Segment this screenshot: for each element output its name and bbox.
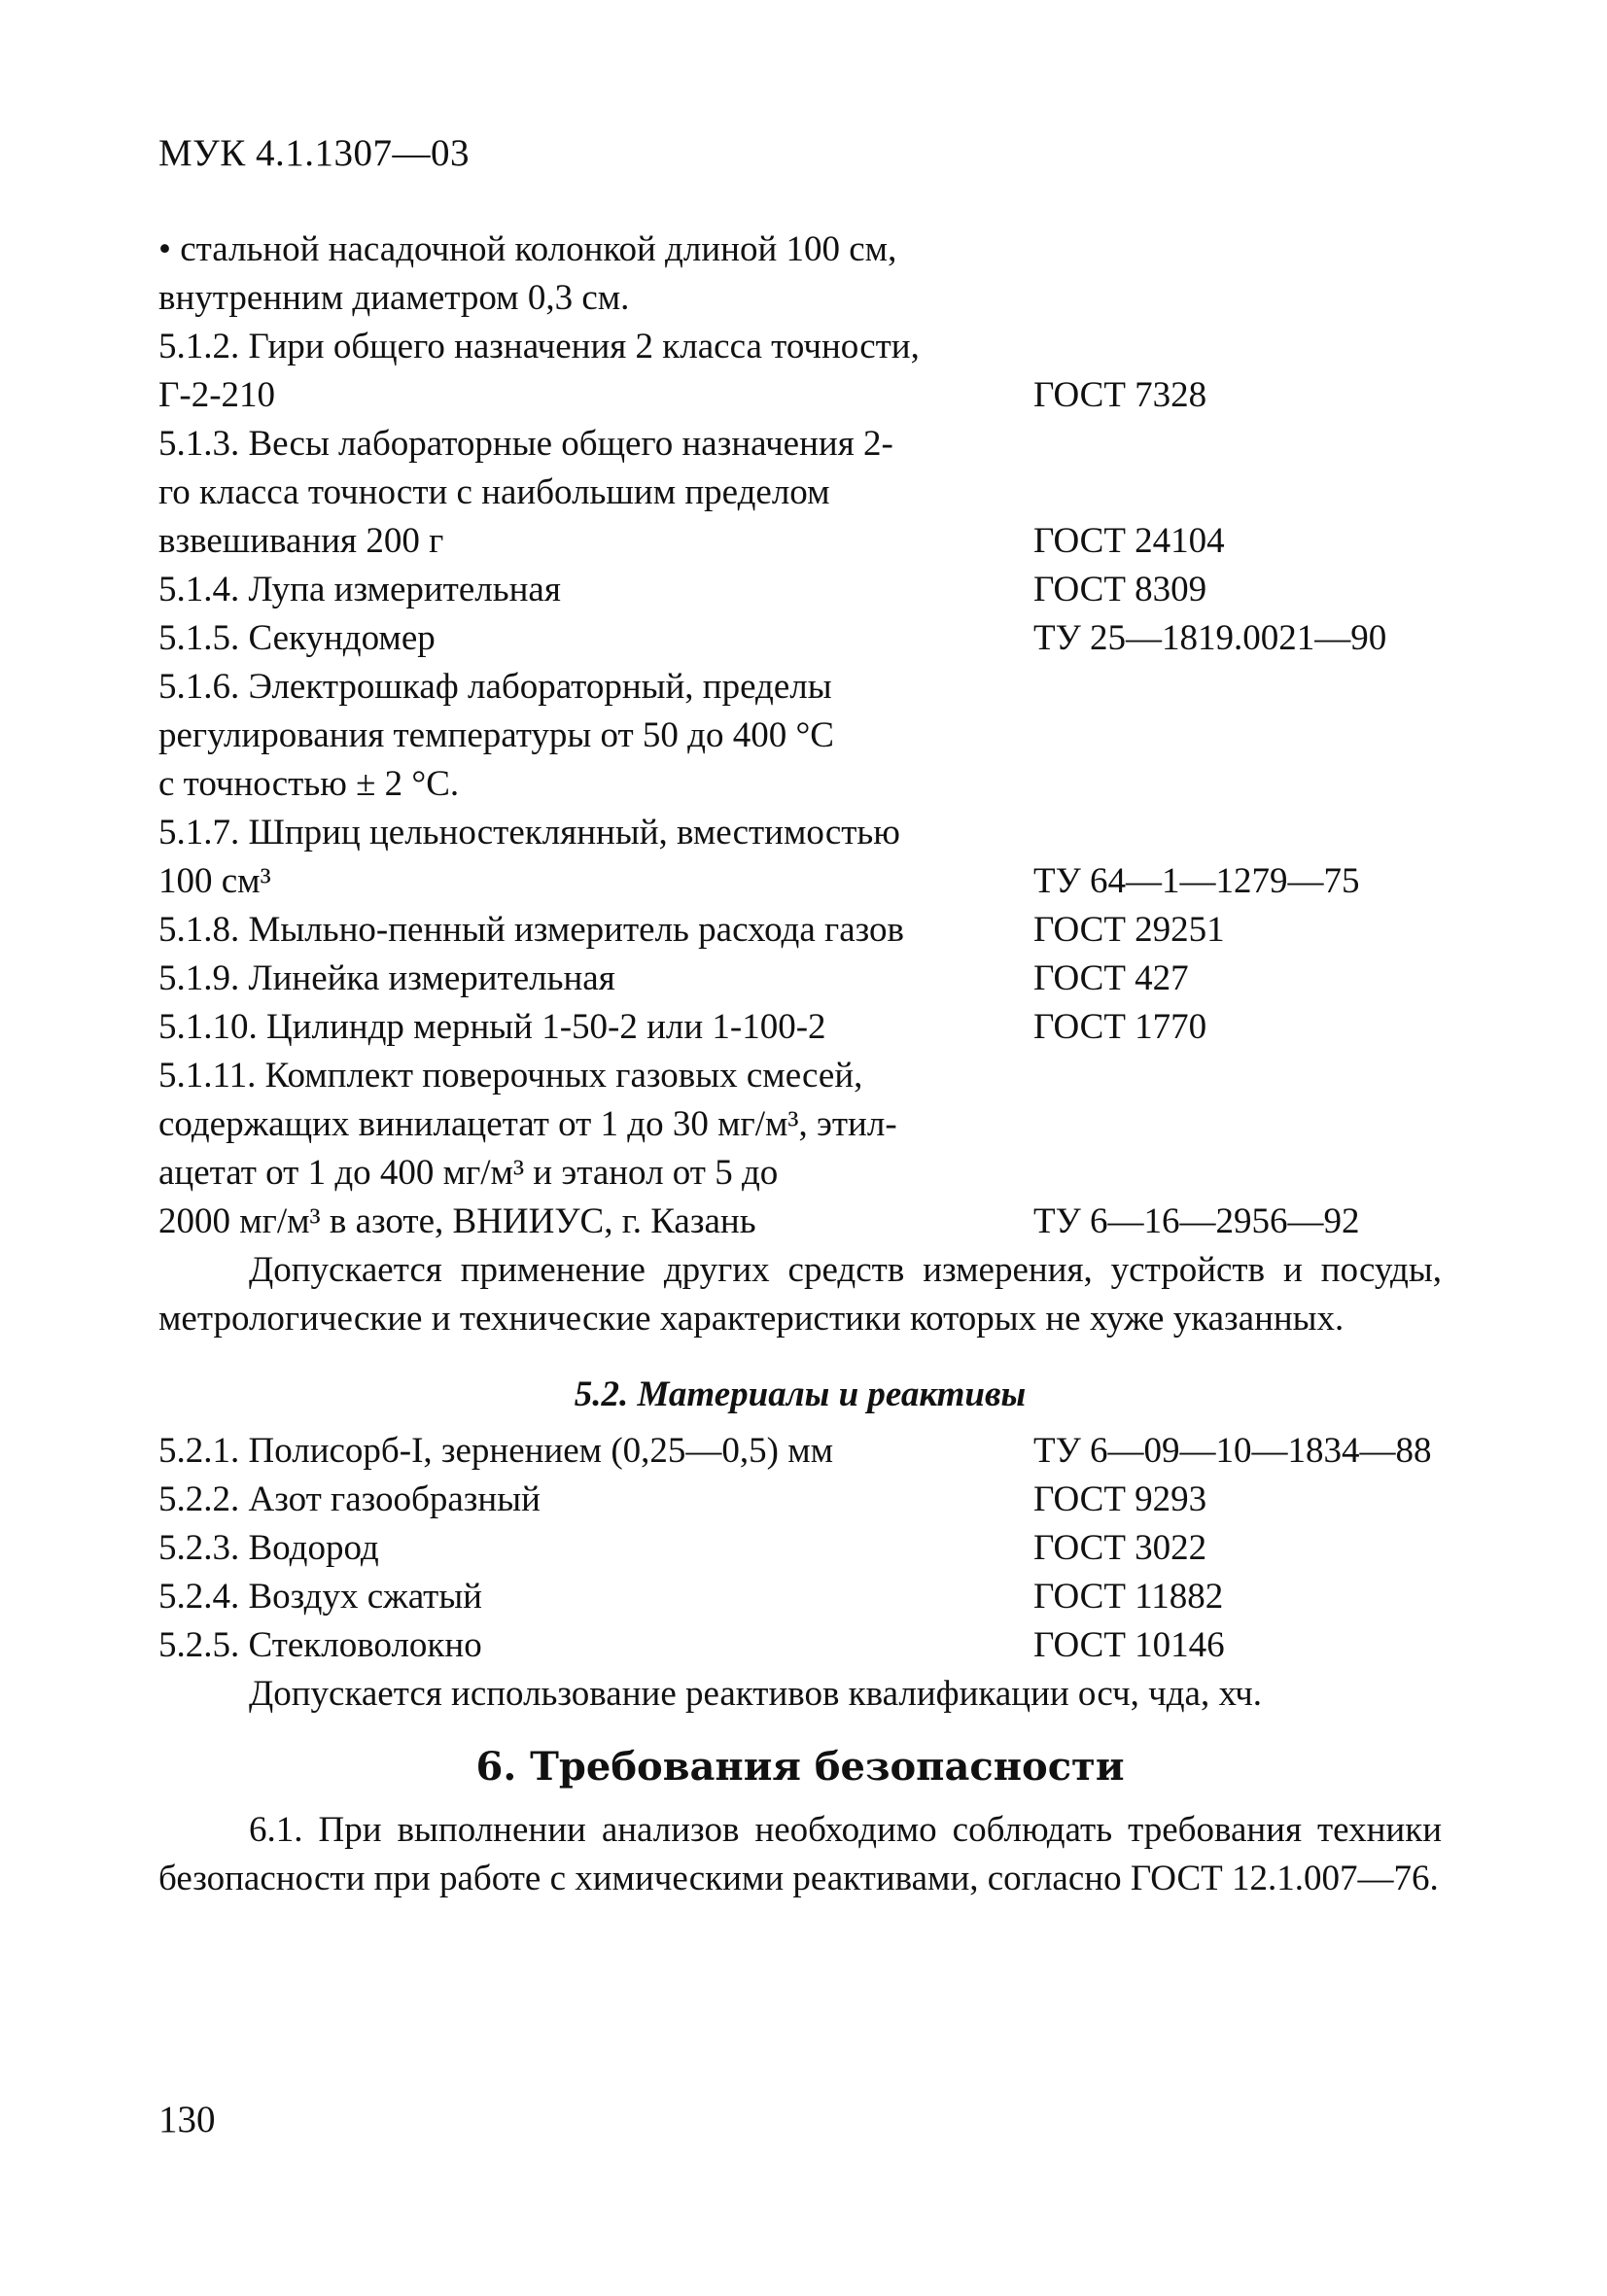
item-standard: ГОСТ 29251: [1033, 910, 1225, 950]
item-line: 5.2.2. Азот газообразный: [158, 1479, 541, 1519]
item-standard: ТУ 64—1—1279—75: [1033, 861, 1360, 901]
item-description: [158, 566, 1033, 614]
item-line: содержащих винилацетат от 1 до 30 мг/м³, этил-: [158, 1104, 897, 1144]
item-standard: ТУ 25—1819.0021—90: [1033, 618, 1387, 658]
page-number: 130: [158, 2099, 216, 2140]
item-description: [158, 955, 1033, 1003]
item-line: • стальной насадочной колонкой длиной 100 см,: [158, 229, 897, 269]
item-description: [158, 323, 1033, 420]
item-standard: ГОСТ 8309: [1033, 570, 1207, 609]
item-line: Г-2-210: [158, 375, 276, 415]
item-line: ацетат от 1 до 400 мг/м³ и этанол от 5 до: [158, 1153, 779, 1193]
list-item: [158, 809, 1442, 906]
item-line: 2000 мг/м³ в азоте, ВНИИУС, г. Казань: [158, 1201, 756, 1241]
list-item: [158, 1476, 1442, 1524]
item-standard: ГОСТ 1770: [1033, 1007, 1207, 1047]
item-standard: ГОСТ 7328: [1033, 375, 1207, 415]
item-description: [158, 1573, 1033, 1621]
item-standard: ГОСТ 9293: [1033, 1479, 1207, 1519]
item-line: с точностью ± 2 °С.: [158, 764, 460, 804]
list-item: [158, 906, 1442, 955]
item-description: [158, 1621, 1033, 1670]
item-description: [158, 906, 1033, 955]
list-item: [158, 1621, 1442, 1670]
item-description: [158, 1003, 1033, 1052]
item-description: [158, 809, 1033, 906]
item-line: 100 см³: [158, 861, 271, 901]
item-line: 5.1.11. Комплект поверочных газовых смесей,: [158, 1056, 863, 1096]
list-item: [158, 663, 1442, 809]
item-line: 5.1.8. Мыльно-пенный измеритель расхода газов: [158, 910, 905, 950]
materials-list: [158, 1427, 1442, 1670]
item-standard: ГОСТ 10146: [1033, 1625, 1225, 1665]
item-line: 5.2.5. Стекловолокно: [158, 1625, 482, 1665]
item-description: [158, 663, 1033, 809]
list-item: [158, 420, 1442, 566]
item-line: 5.1.10. Цилиндр мерный 1-50-2 или 1-100-2: [158, 1007, 826, 1047]
equipment-note: Допускается применение других средств измерения, устройств и посуды, метрологические и технические характеристики которых не хуже указанных.: [158, 1250, 1442, 1339]
item-line: 5.2.1. Полисорб-I, зернением (0,25—0,5) мм: [158, 1431, 834, 1471]
item-description: [158, 1427, 1033, 1476]
item-line: 5.1.6. Электрошкаф лабораторный, пределы: [158, 667, 832, 707]
item-line: 5.1.5. Секундомер: [158, 618, 436, 658]
item-line: внутренним диаметром 0,3 см.: [158, 278, 630, 318]
list-item: [158, 566, 1442, 614]
item-description: [158, 420, 1033, 566]
page-content: [158, 226, 1442, 1903]
item-standard: ТУ 6—16—2956—92: [1033, 1201, 1360, 1241]
item-standard: ТУ 6—09—10—1834—88: [1033, 1431, 1432, 1471]
list-item: [158, 955, 1442, 1003]
document-header: МУК 4.1.1307—03: [158, 132, 471, 174]
materials-heading: 5.2. Материалы и реактивы: [574, 1374, 1027, 1414]
item-line: 5.1.4. Лупа измерительная: [158, 570, 561, 609]
item-standard: ГОСТ 24104: [1033, 521, 1225, 561]
item-line: 5.1.2. Гири общего назначения 2 класса точности,: [158, 327, 920, 366]
item-line: регулирования температуры от 50 до 400 °С: [158, 715, 834, 755]
item-standard: ГОСТ 427: [1033, 958, 1189, 998]
list-item: [158, 1427, 1442, 1476]
list-item: [158, 1573, 1442, 1621]
item-line: 5.2.3. Водород: [158, 1528, 379, 1568]
item-line: 5.1.9. Линейка измерительная: [158, 958, 615, 998]
item-description: [158, 1524, 1033, 1573]
section6-text: 6.1. При выполнении анализов необходимо соблюдать требования техники безопасности при работе с химическими реактивами, согласно ГОСТ 12.1.007—76.: [158, 1810, 1442, 1898]
item-line: го класса точности с наибольшим пределом: [158, 472, 830, 512]
item-description: [158, 1476, 1033, 1524]
list-item: [158, 323, 1442, 420]
item-description: [158, 226, 1033, 323]
item-line: 5.1.3. Весы лабораторные общего назначения 2-: [158, 424, 893, 464]
list-item: [158, 614, 1442, 663]
item-standard: ГОСТ 3022: [1033, 1528, 1207, 1568]
item-line: взвешивания 200 г: [158, 521, 444, 561]
list-item: [158, 226, 1442, 323]
list-item: [158, 1003, 1442, 1052]
list-item: [158, 1524, 1442, 1573]
materials-note: Допускается использование реактивов квалификации осч, чда, хч.: [249, 1674, 1262, 1714]
list-item: [158, 1052, 1442, 1246]
item-description: [158, 1052, 1033, 1246]
item-line: 5.1.7. Шприц цельностеклянный, вместимостью: [158, 813, 900, 852]
item-line: 5.2.4. Воздух сжатый: [158, 1577, 482, 1617]
section6-heading: 6. Требования безопасности: [475, 1744, 1125, 1790]
item-standard: ГОСТ 11882: [1033, 1577, 1224, 1617]
item-description: [158, 614, 1033, 663]
equipment-list: [158, 226, 1442, 1246]
